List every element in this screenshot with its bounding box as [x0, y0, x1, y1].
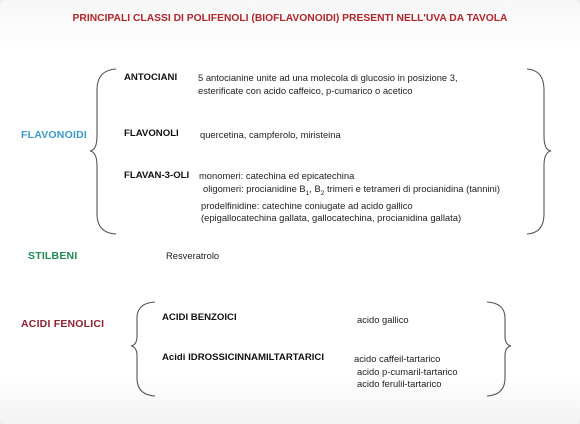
flavan-line-prodelfinidine: prodelfinidine: catechine coniugate ad acido gallico [201, 199, 413, 211]
flavan-line-examples: (epigallocatechina gallata, gallocatechina, procianidina gallata) [201, 212, 462, 224]
acidi-right-brace [487, 302, 511, 396]
antociani-line-1: 5 antocianine unite ad una molecola di glucosio in posizione 3, [198, 72, 458, 83]
acidi-benzoici-description: acido gallico [357, 314, 409, 325]
category-acidi-fenolici: ACIDI FENOLICI [21, 318, 105, 330]
flavan-line-monomeri: monomeri: catechina ed epicatechina [199, 170, 355, 181]
flavonoli-description: quercetina, campferolo, miristeina [200, 129, 341, 140]
antociani-description [198, 72, 458, 97]
idrossicinnamiltartarici-description [354, 353, 458, 391]
stilbeni-description: Resveratrolo [166, 250, 220, 261]
idrossi-line-2: acido p-cumaril-tartarico [357, 365, 458, 377]
b2-subscript: 2 [320, 189, 325, 197]
acidi-left-brace [131, 302, 155, 396]
subclass-acidi-idrossicinnamiltartarici: Acidi IDROSSICINNAMILTARTARICI [162, 352, 325, 363]
flavonoidi-right-brace [527, 69, 551, 234]
subclass-antociani: ANTOCIANI [124, 72, 178, 83]
flavonoidi-left-brace [90, 69, 116, 234]
subclass-flavonoli: FLAVONOLI [124, 128, 179, 139]
flavan-3-oli-description [199, 170, 500, 225]
oligomeri-suffix: trimeri e tetrameri di procianidina (tannini) [324, 182, 500, 194]
oligomeri-prefix: oligomeri: procianidine B [203, 182, 306, 194]
b1-subscript: 1 [305, 189, 310, 197]
subclass-flavan-3-oli: FLAVAN-3-OLI [124, 170, 190, 181]
antociani-line-2: esterificate con acido caffeico, p-cumarico o acetico [198, 84, 413, 96]
subclass-acidi-benzoici: ACIDI BENZOICI [162, 312, 237, 323]
category-flavonoidi: FLAVONOIDI [21, 129, 87, 141]
idrossi-line-1: acido caffeil-tartarico [354, 353, 441, 364]
idrossi-line-3: acido ferulil-tartarico [357, 378, 442, 389]
oligomeri-separator: , B [309, 182, 321, 194]
slide-title: PRINCIPALI CLASSI DI POLIFENOLI (BIOFLAVONOIDI) PRESENTI NELL'UVA DA TAVOLA [72, 13, 508, 24]
category-stilbeni: STILBENI [28, 250, 78, 262]
flavan-line-oligomeri [199, 183, 500, 200]
